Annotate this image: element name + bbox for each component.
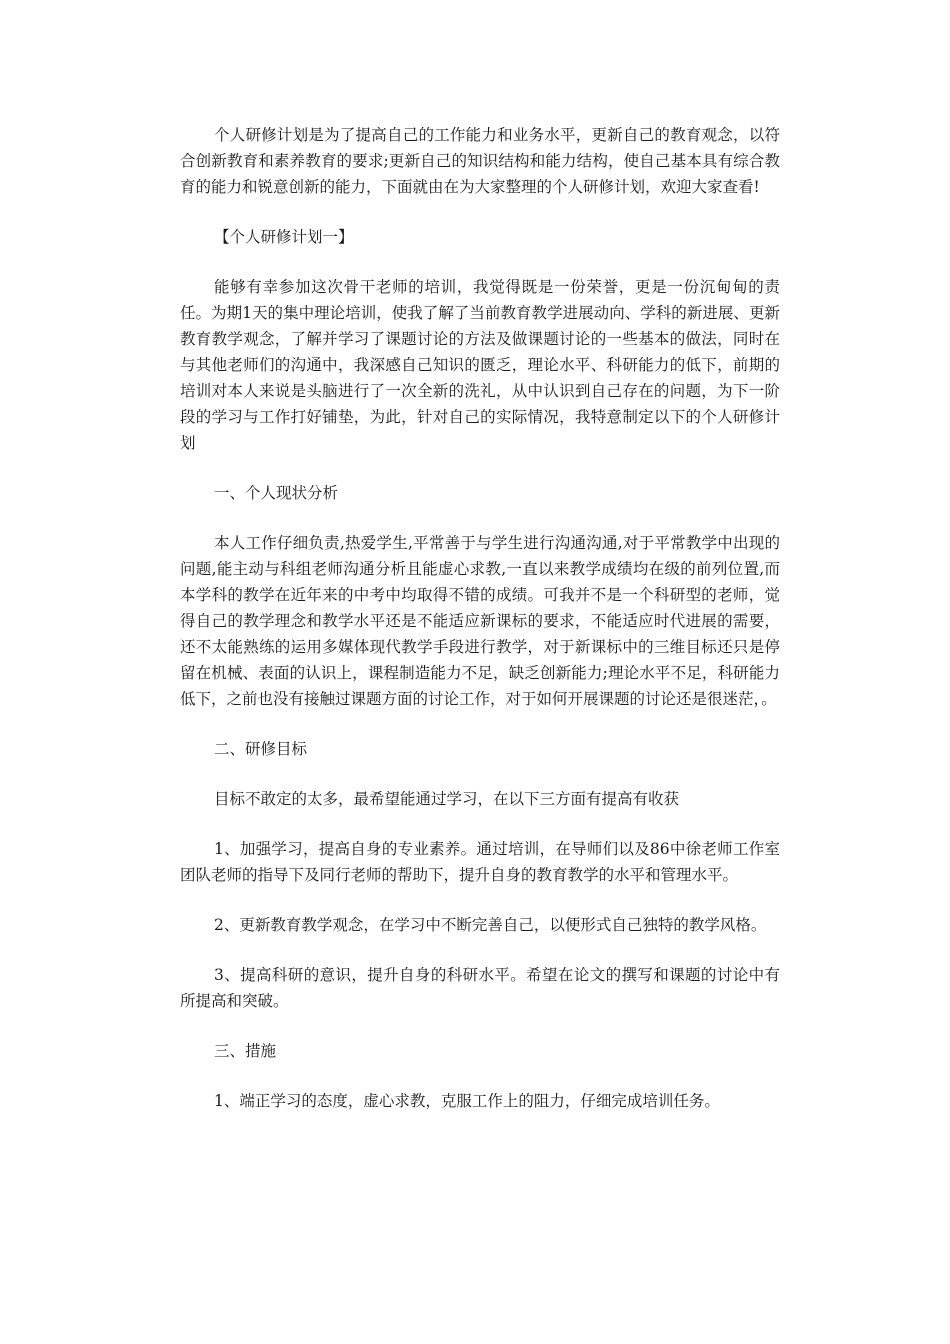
goal-item-1: 1、加强学习，提高自身的专业素养。通过培训，在导师们以及86中徐老师工作室团队老师的指导下及同行老师的帮助下，提升自身的教育教学的水平和管理水平。 [180, 840, 780, 884]
status-paragraph: 本人工作仔细负责,热爱学生,平常善于与学生进行沟通沟通,对于平常教学中出现的问题,能主动与科组老师沟通分析且能虚心求教,一直以来教学成绩均在级的前列位置,而本学科的教学在近年来的中考中均取得不错的成绩。可我并不是一个科研型的老师，觉得自己的教学理念和教学水平还是不能适应新课标的要求，不能适应时代进展的需要，还不太能熟练的运用多媒体现代教学手段进行教学，对于新课标中的三维目标还只是停留在机械、表面的认识上，课程制造能力不足，缺乏创新能力;理论水平不足，科研能力低下，之前也没有接触过课题方面的讨论工作，对于如何开展课题的讨论还是很迷茫，。 [180, 534, 780, 708]
plan-intro-paragraph: 能够有幸参加这次骨干老师的培训，我觉得既是一份荣誉，更是一份沉甸甸的责任。为期1天的集中理论培训，使我了解了当前教育教学进展动向、学科的新进展、更新教育教学观念，了解并学习了课题讨论的方法及做课题讨论的一些基本的做法，同时在与其他老师们的沟通中，我深感自己知识的匮乏，理论水平、科研能力的低下，前期的培训对本人来说是头脑进行了一次全新的洗礼，从中认识到自己存在的问题，为下一阶段的学习与工作打好铺垫，为此，针对自己的实际情况，我特意制定以下的个人研修计划 [180, 278, 780, 452]
section-heading-goals: 二、研修目标 [214, 740, 308, 758]
goal-item-3: 3、提高科研的意识，提升自身的科研水平。希望在论文的撰写和课题的讨论中有所提高和突破。 [180, 966, 780, 1010]
goal-item-2: 2、更新教育教学观念，在学习中不断完善自己，以便形式自己独特的教学风格。 [214, 916, 767, 934]
intro-paragraph: 个人研修计划是为了提高自己的工作能力和业务水平，更新自己的教育观念，以符合创新教育和素养教育的要求;更新自己的知识结构和能力结构，使自己基本具有综合教育的能力和锐意创新的能力，下面就由在为大家整理的个人研修计划，欢迎大家查看! [180, 126, 780, 196]
section-heading-status: 一、个人现状分析 [214, 484, 339, 502]
measure-item-1: 1、端正学习的态度，虚心求教，克服工作上的阻力，仔细完成培训任务。 [214, 1092, 720, 1110]
section-heading-measures: 三、措施 [214, 1042, 277, 1060]
document-body [180, 122, 780, 1138]
plan-title: 【个人研修计划一】 [214, 228, 354, 246]
goals-intro-paragraph: 目标不敢定的太多，最希望能通过学习，在以下三方面有提高有收获 [214, 790, 680, 808]
